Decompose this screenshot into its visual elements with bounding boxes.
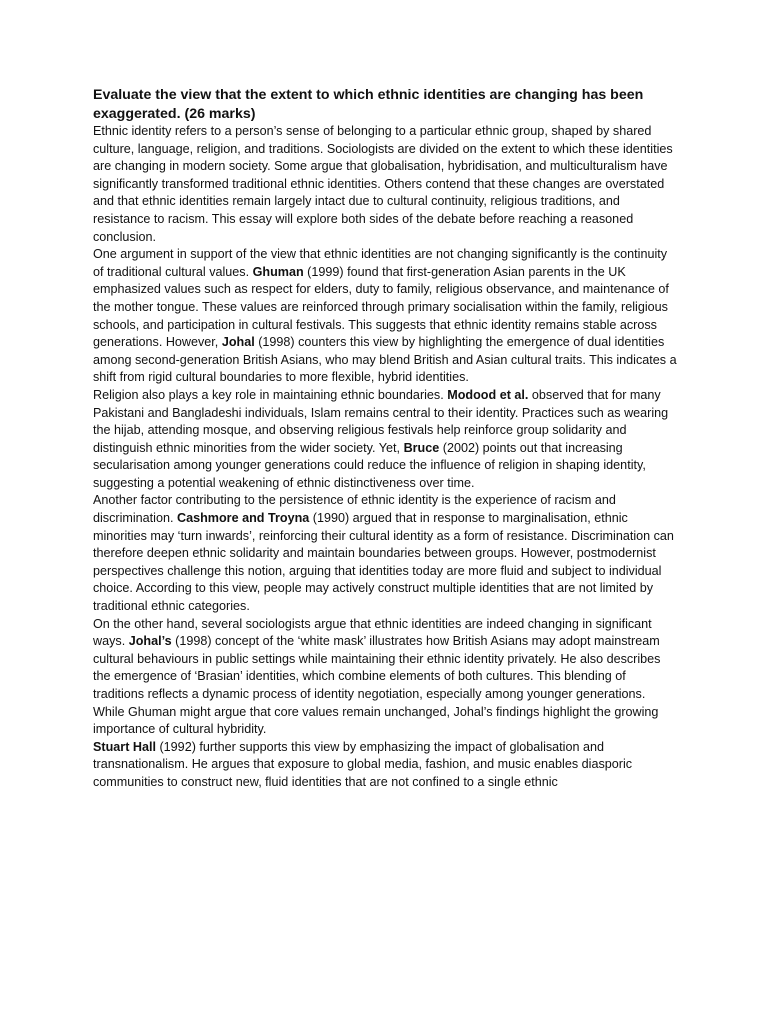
body-paragraph-cultural-values [93, 246, 678, 387]
author-name-bruce: Bruce [403, 440, 440, 455]
paragraph-text: (2002) points out that increasing secularisation among younger generations could reduce the influence of religion in shaping identity, suggesting a potential weakening of ethnic distinctiveness over time. [93, 440, 646, 490]
body-paragraph-hybridity [93, 616, 678, 739]
essay-page [93, 86, 678, 792]
author-name-ghuman: Ghuman [252, 264, 304, 279]
author-name-johal: Johal [221, 335, 255, 350]
paragraph-text: Another factor contributing to the persistence of ethnic identity is the experience of racism and discrimination. [93, 493, 616, 526]
body-paragraph-racism [93, 492, 678, 615]
body-paragraph-globalisation [93, 739, 678, 792]
paragraph-text: Religion also plays a key role in maintaining ethnic boundaries. [93, 387, 448, 402]
author-name-stuart-hall: Stuart Hall [93, 739, 156, 754]
paragraph-text: (1998) concept of the ‘white mask’ illustrates how British Asians may adopt mainstream cultural behaviours in public settings while maintaining their ethnic identity privately. He also describes the emergence of ‘Brasian’ identities, which combine elements of both cultures. This blending of traditions reflects a dynamic process of identity negotiation, especially among younger generations. While Ghuman might argue that core values remain unchanged, Johal’s findings highlight the growing importance of cultural hybridity. [93, 634, 661, 737]
paragraph-text: (1990) argued that in response to marginalisation, ethnic minorities may ‘turn inwards’, reinforcing their cultural identity as a form of resistance. Discrimination can therefore deepen ethnic solidarity and maintain boundaries between groups. However, postmodernist perspectives challenge this notion, arguing that identities today are more fluid and subject to individual choice. According to this view, people may actively construct multiple identities that are not limited by traditional ethnic categories. [93, 511, 674, 614]
paragraph-text: observed that for many Pakistani and Bangladeshi individuals, Islam remains central to their identity. Practices such as wearing the hijab, attending mosque, and observing religious festivals help reinforce group solidarity and distinguish ethnic minorities from the wider society. Yet, [93, 387, 669, 455]
author-name-modood: Modood et al. [447, 387, 529, 402]
paragraph-text: One argument in support of the view that ethnic identities are not changing significantly is the continuity of traditional cultural values. [93, 247, 668, 279]
paragraph-text: (1998) counters this view by highlighting the emergence of dual identities among second-generation British Asians, who may blend British and Asian cultural traits. This indicates a shift from rigid cultural boundaries to more flexible, hybrid identities. [93, 335, 677, 385]
paragraph-text: (1999) found that first-generation Asian parents in the UK emphasized values such as respect for elders, duty to family, religious observance, and maintenance of the mother tongue. These values are reinforced through primary socialisation within the family, religious schools, and participation in cultural festivals. This suggests that ethnic identity remains stable across generations. However, [93, 264, 669, 350]
body-paragraph-religion [93, 387, 678, 493]
essay-title: Evaluate the view that the extent to which ethnic identities are changing has been exaggerated. (26 marks) [93, 87, 644, 122]
author-name-cashmore-troyna: Cashmore and Troyna [177, 511, 310, 526]
intro-paragraph: Ethnic identity refers to a person’s sense of belonging to a particular ethnic group, shaped by shared culture, language, religion, and traditions. Sociologists are divided on the extent to which these identities are changing in modern society. Some argue that globalisation, hybridisation, and multiculturalism have significantly transformed traditional ethnic identities. Others contend that these changes are overstated and that ethnic identities remain largely intact due to cultural continuity, religious traditions, and resistance to racism. This essay will explore both sides of the debate before reaching a reasoned conclusion. [93, 124, 673, 244]
author-name-johals: Johal’s [128, 634, 172, 649]
paragraph-text: (1992) further supports this view by emphasizing the impact of globalisation and transnationalism. He argues that exposure to global media, fashion, and music enables diasporic communities to construct new, fluid identities that are not confined to a single ethnic [93, 739, 633, 789]
paragraph-text: On the other hand, several sociologists argue that ethnic identities are indeed changing in significant ways. [93, 616, 652, 649]
